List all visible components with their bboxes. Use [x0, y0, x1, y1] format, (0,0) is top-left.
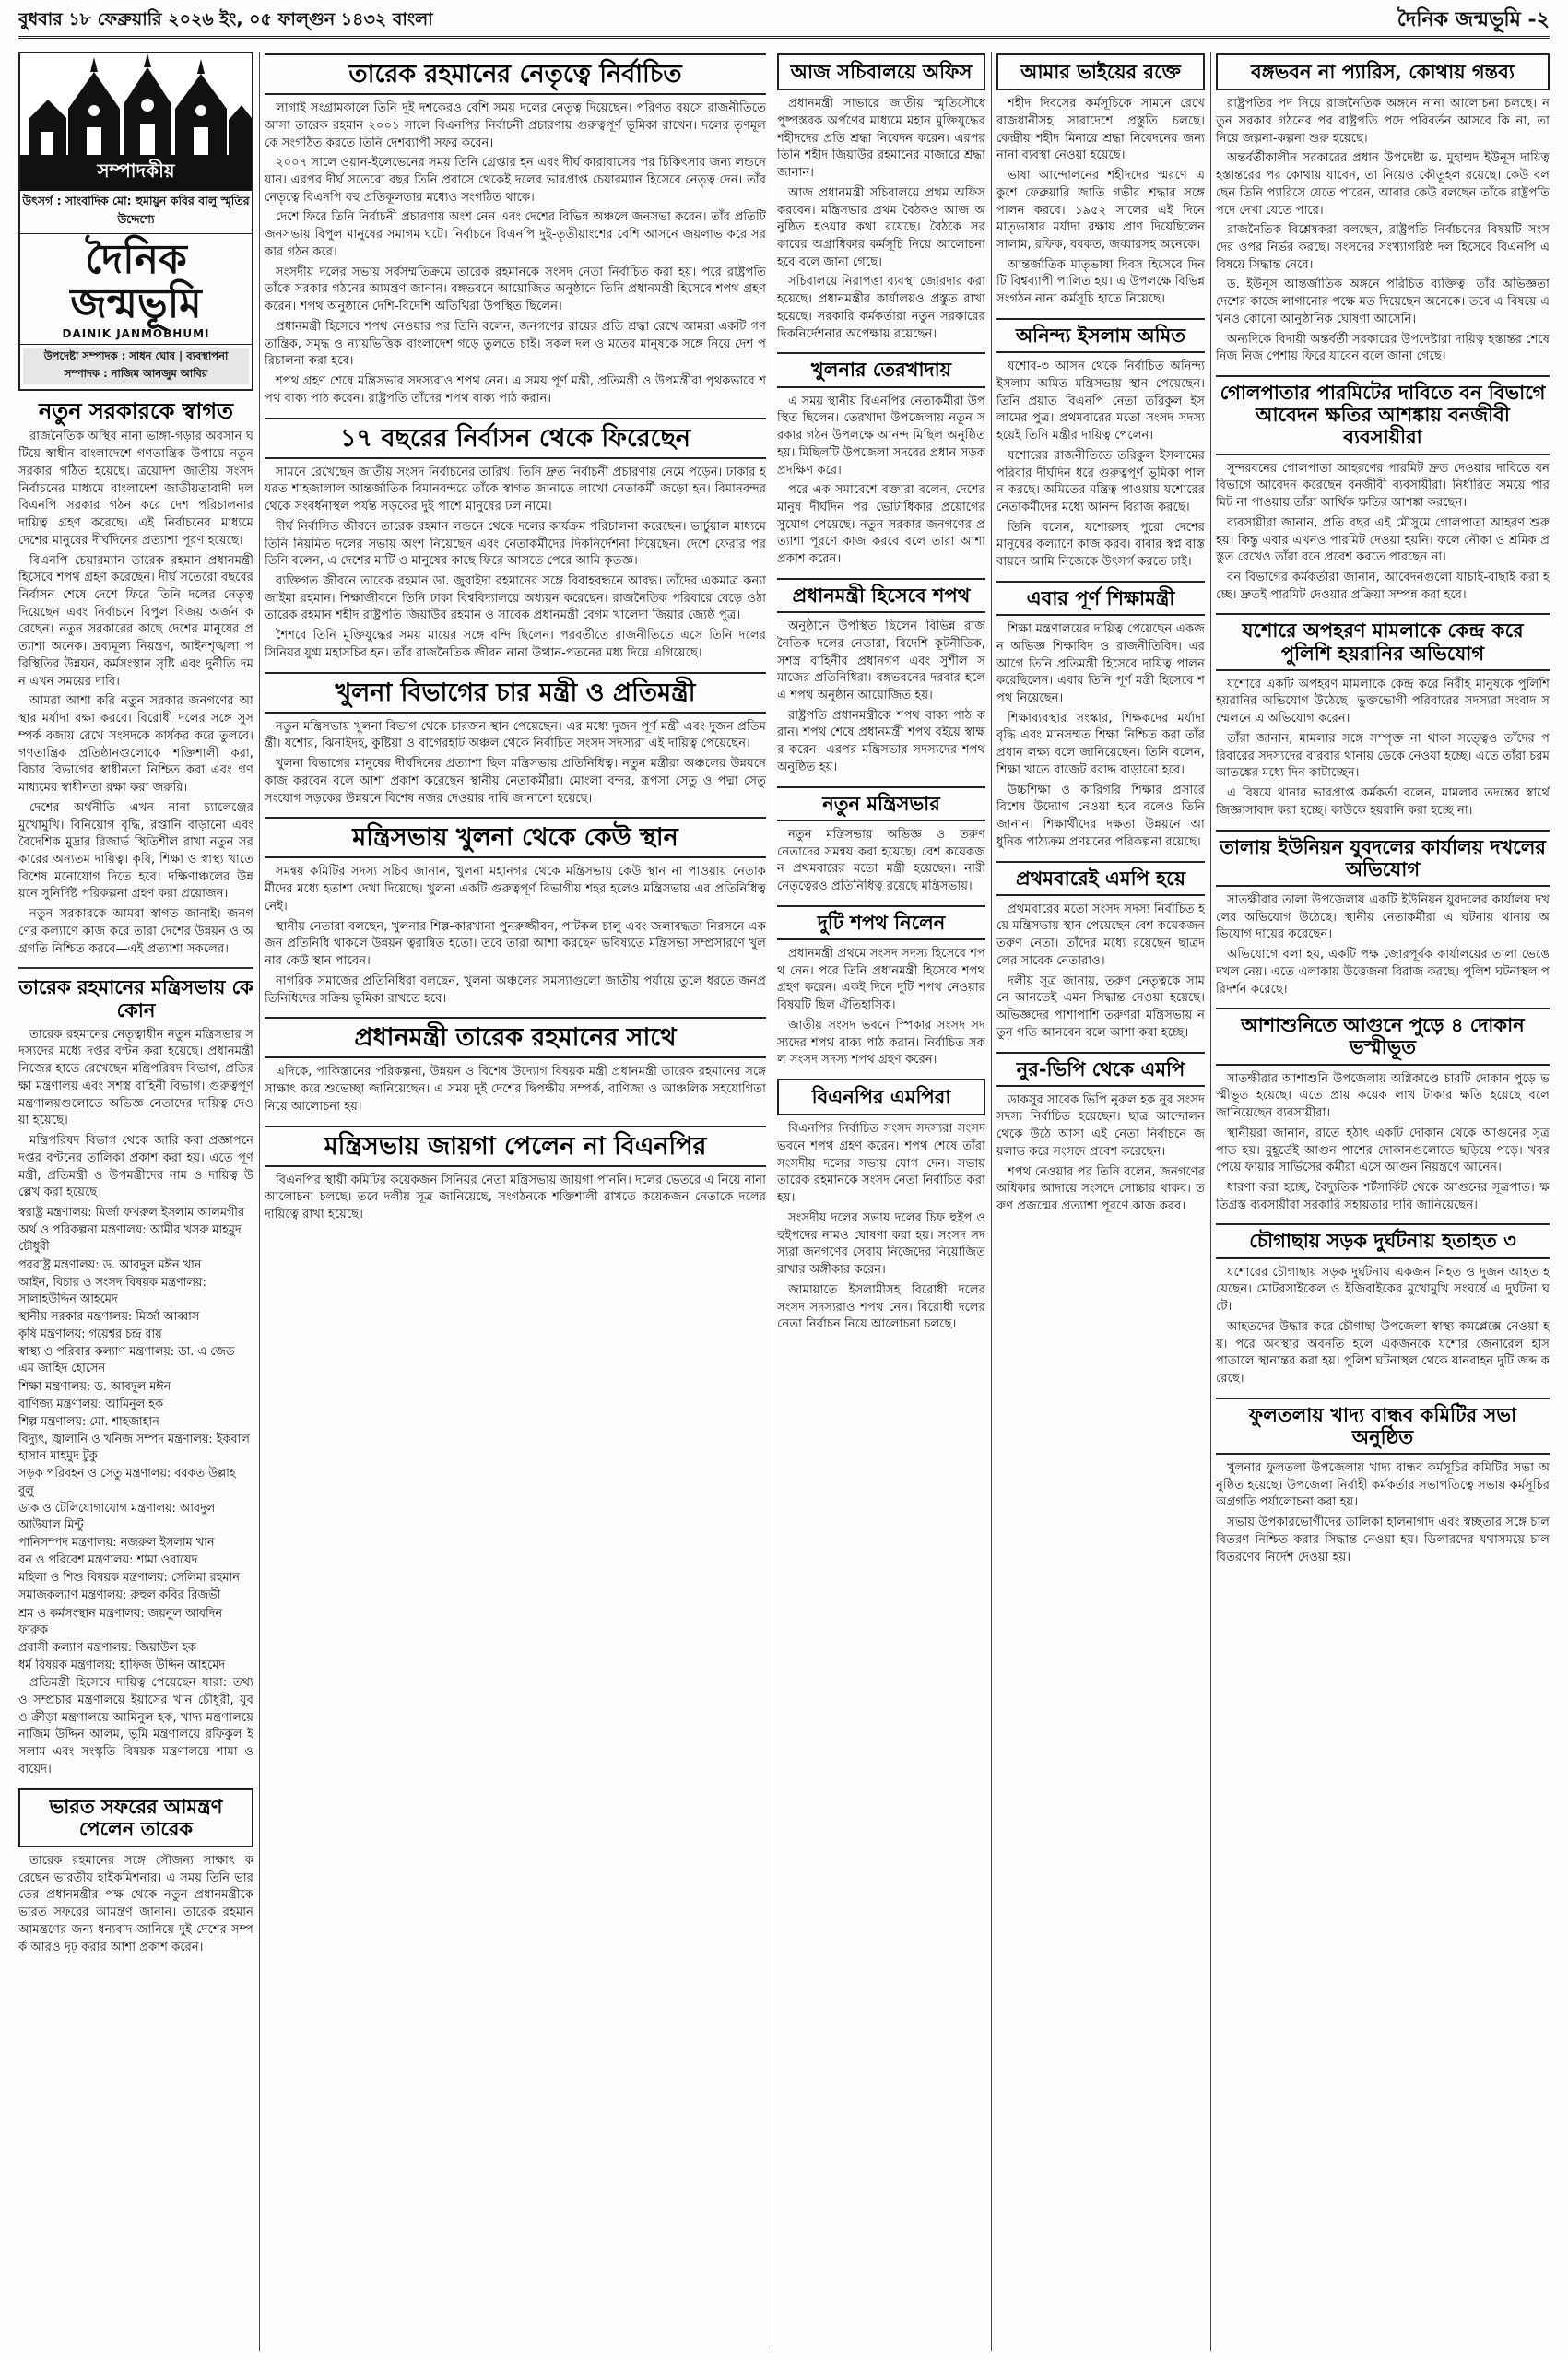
paragraph: তারেক রহমানের নেতৃত্বাধীন নতুন মন্ত্রিসভার সদস্যদের মধ্যে দপ্তর বণ্টন করা হয়েছে। প্রধানমন্ত্রী নিজের হাতে রেখেছেন মন্ত্রিপরিষদ বিভাগ, প্রতিরক্ষা মন্ত্রণালয় এবং সশস্ত্র বাহিনী বিভাগ। গুরুত্বপূর্ণ মন্ত্রণালয়গুলোতে অভিজ্ঞ নেতাদের দায়িত্ব দেওয়া হয়েছে। — [18, 1027, 253, 1128]
paragraph: সামনে রেখেছেন জাতীয় সংসদ নির্বাচনের তারিখ। তিনি দ্রুত নির্বাচনী প্রচারণায় নেমে পড়েন। ঢাকার হযরত শাহজালাল আন্তর্জাতিক বিমানবন্দরে তাঁকে স্বাগত জানাতে লাখো নেতাকর্মী জড়ো হন। বিমানবন্দর থেকে সংবর্ধনাস্থল পর্যন্ত সড়কের দুই পাশে মানুষের ঢল নামে। — [265, 465, 766, 514]
paragraph: রাষ্ট্রপতি প্রধানমন্ত্রীকে শপথ বাক্য পাঠ করান। শপথ শেষে প্রধানমন্ত্রী শপথ বইয়ে স্বাক্ষর করেন। এরপর মন্ত্রিসভার সদস্যদের শপথ অনুষ্ঠিত হয়। — [777, 708, 985, 774]
paragraph: আজ প্রধানমন্ত্রী সচিবালয়ে প্রথম অফিস করবেন। মন্ত্রিসভার প্রথম বৈঠকও আজ অনুষ্ঠিত হওয়ার কথা রয়েছে। বৈঠকে সরকারের অগ্রাধিকার কর্মসূচি নিয়ে আলোচনা হবে বলে জানা গেছে। — [777, 185, 985, 269]
paragraph: ড. ইউনূস আন্তর্জাতিক অঙ্গনে পরিচিত ব্যক্তিত্ব। তাঁর অভিজ্ঞতা দেশের কাজে লাগানোর পক্ষে মত দিয়েছেন অনেকে। তবে এ বিষয়ে এখনও কোনো আনুষ্ঠানিক ঘোষণা আসেনি। — [1216, 277, 1550, 326]
article-body — [265, 465, 766, 663]
paragraph: খুলনার ফুলতলা উপজেলায় খাদ্য বান্ধব কর্মসূচির কমিটির সভা অনুষ্ঠিত হয়েছে। উপজেলা নির্বাহী কর্মকর্তার সভাপতিত্বে সভায় কর্মসূচির অগ্রগতি পর্যালোচনা করা হয়। — [1216, 1461, 1550, 1510]
article-accident — [1216, 1223, 1550, 1387]
article-body — [265, 1173, 766, 1224]
paragraph: লাগাই সংগ্রামকালে তিনি দুই দশকেরও বেশি সময় দলের নেতৃত্ব দিয়েছেন। পরিণত বয়সে রাজনীতিতে আসা তারেক রহমান ২০০১ সালে বিএনপির নির্বাচনী প্রচারণায় গুরুত্বপূর্ণ ভূমিকা রাখেন। দলের তৃণমূলকে সংগঠিত করতে তিনি দেশব্যাপী সফর করেন। — [265, 101, 766, 150]
paragraph: সাতক্ষীরার তালা উপজেলায় একটি ইউনিয়ন যুবদলের কার্যালয় দখলের অভিযোগ উঠেছে। স্থানীয় নেতাকর্মীরা এ ঘটনায় থানায় অভিযোগ দায়ের করেছেন। — [1216, 892, 1550, 942]
paragraph: শহীদ দিবসের কর্মসূচিকে সামনে রেখে রাজধানীসহ সারাদেশে প্রস্তুতি চলছে। কেন্দ্রীয় শহীদ মিনারে শ্রদ্ধা নিবেদনের জন্য নানা ব্যবস্থা নেওয়া হয়েছে। — [996, 97, 1205, 163]
article-body — [18, 1853, 253, 1956]
article-body — [996, 621, 1205, 852]
paragraph: আমরা আশা করি নতুন সরকার জনগণের আস্থার মর্যাদা রক্ষা করবে। বিরোধী দলের সঙ্গে সুসম্পর্ক বজায় রেখে সংসদকে কার্যকর করে তুলবে। গণতান্ত্রিক প্রতিষ্ঠানগুলোকে শক্তিশালী করা, বিচার বিভাগের স্বাধীনতা নিশ্চিত করা এবং গণমাধ্যমের স্বাধীনতা রক্ষা করা জরুরি। — [18, 694, 253, 796]
paragraph: বিএনপির স্থায়ী কমিটির কয়েকজন সিনিয়র নেতা মন্ত্রিসভায় জায়গা পাননি। দলের ভেতরে এ নিয়ে নানা আলোচনা চলছে। তবে দলীয় সূত্র জানিয়েছে, সংগঠনকে শক্তিশালী রাখতে কয়েকজন নেতাকে দলের দায়িত্বে রাখা হয়েছে। — [265, 1173, 766, 1222]
article-pm-with — [265, 1017, 766, 1115]
article-headline: মন্ত্রিসভায় জায়গা পেলেন না বিএনপির — [265, 1126, 766, 1167]
paragraph: সভায় উপকারভোগীদের তালিকা হালনাগাদ এবং স্বচ্ছতার সঙ্গে চাল বিতরণ নিশ্চিত করার সিদ্ধান্ত নেওয়া হয়। ডিলারদের যথাসময়ে চাল বিতরণের নির্দেশ দেওয়া হয়। — [1216, 1516, 1550, 1564]
paragraph: নতুন সরকারকে আমরা স্বাগত জানাই। জনগণের কল্যাণে কাজ করে তারা দেশের উন্নয়ন ও অগ্রগতি নিশ্চিত করবে—এই প্রত্যাশা সকলের। — [18, 907, 253, 956]
paragraph: সুন্দরবনের গোলপাতা আহরণের পারমিট দ্রুত দেওয়ার দাবিতে বন বিভাগে আবেদন করেছেন বনজীবী ব্যবসায়ীরা। নির্ধারিত সময়ে পারমিট না পাওয়ায় তাঁরা আর্থিক ক্ষতির আশঙ্কা করছেন। — [1216, 461, 1550, 511]
editorial-dedication: উৎসর্গ : সাংবাদিক মো: হুমায়ুন কবির বালু স্মৃতির উদ্দেশ্যে — [20, 191, 252, 234]
paragraph: দেশের অর্থনীতি এখন নানা চ্যালেঞ্জের মুখোমুখি। বিনিয়োগ বৃদ্ধি, রপ্তানি বাড়ানো এবং বৈদেশিক মুদ্রার রিজার্ভ স্থিতিশীল রাখা নতুন সরকারের অন্যতম দায়িত্ব। কৃষি, শিক্ষা ও স্বাস্থ্য খাতে বিশেষ মনোযোগ দিতে হবে। দক্ষিণাঞ্চলের উন্নয়নে সুনির্দিষ্ট পরিকল্পনা গ্রহণ করা প্রয়োজন। — [18, 800, 253, 902]
article-india — [18, 1788, 253, 1957]
column-1 — [18, 52, 253, 2351]
article-headline: আশাশুনিতে আগুনে পুড়ে ৪ দোকান ভস্মীভূত — [1216, 1008, 1550, 1065]
paragraph: ভাষা আন্দোলনের শহীদদের স্মরণে একুশে ফেব্রুয়ারি জাতি গভীর শ্রদ্ধার সঙ্গে পালন করবে। ১৯৫২ সালের এই দিনে মাতৃভাষার মর্যাদা রক্ষায় প্রাণ দিয়েছিলেন সালাম, রফিক, বরকত, জব্বারসহ অনেকে। — [996, 169, 1205, 253]
temple-illustration — [20, 53, 252, 155]
paragraph: প্রথমবারের মতো সংসদ সদস্য নির্বাচিত হয়ে মন্ত্রিসভায় স্থান পেয়েছেন বেশ কয়েকজন তরুণ নেতা। তাঁদের মধ্যে রয়েছেন ছাত্রদলের সাবেক নেতারাও। — [996, 902, 1205, 968]
paragraph: সংসদীয় দলের সভায় দলের চিফ হুইপ ও হুইপদের নামও ঘোষণা করা হয়। সংসদ সদস্যরা জনগণের সেবায় নিজেদের নিয়োজিত রাখার অঙ্গীকার করেন। — [777, 1210, 985, 1278]
editorial-body — [18, 429, 253, 958]
editorial-headline: নতুন সরকারকে স্বাগত — [38, 396, 234, 424]
paragraph: শপথ নেওয়ার পর তিনি বলেন, জনগণের অধিকার আদায়ে সংসদে সোচ্চার থাকব। তরুণ প্রজন্মের প্রত্যাশা পূরণে কাজ করব। — [996, 1164, 1205, 1214]
column-separator — [991, 52, 992, 2351]
paragraph: প্রধানমন্ত্রী হিসেবে শপথ নেওয়ার পর তিনি বলেন, জনগণের রায়ের প্রতি শ্রদ্ধা রেখে আমরা একটি গণতান্ত্রিক, সমৃদ্ধ ও ন্যায়ভিত্তিক বাংলাদেশ গড়ে তুলতে চাই। সকল দল ও মতের মানুষকে সঙ্গে নিয়ে দেশ পরিচালনা করা হবে। — [265, 319, 766, 369]
divider — [18, 967, 253, 969]
list-item: বন ও পরিবেশ মন্ত্রণালয়: শামা ওবায়েদ — [18, 1553, 198, 1568]
article-jessore — [1216, 613, 1550, 820]
article-body — [18, 1027, 253, 1202]
editorial-masthead — [18, 52, 253, 391]
article-headline: মন্ত্রিসভায় খুলনা থেকে কেউ স্থান — [265, 817, 766, 858]
paragraph: ডাকসুর সাবেক ভিপি নুরুল হক নুর সংসদ সদস্য নির্বাচিত হয়েছেন। ছাত্র আন্দোলন থেকে উঠে আসা এই নেতা নির্বাচনে জয়লাভ করে সংসদে প্রবেশ করেছেন। — [996, 1092, 1205, 1159]
paragraph: অন্তর্বর্তীকালীন সরকারের প্রধান উপদেষ্টা ড. মুহাম্মদ ইউনূস দায়িত্ব হস্তান্তরের পর কোথায় যাবেন, তা নিয়েও কৌতূহল রয়েছে। কেউ বলছেন তিনি প্যারিসে যেতে পারেন, আবার কেউ বলছেন তাঁকে রাষ্ট্রপতি পদে দেখা যেতে পারে। — [1216, 151, 1550, 218]
paragraph: যশোরের রাজনীতিতে তরিকুল ইসলামের পরিবার দীর্ঘদিন ধরে গুরুত্বপূর্ণ ভূমিকা পালন করছে। অমিতের মন্ত্রিত্ব পাওয়ায় যশোরের নেতাকর্মীদের মধ্যে আনন্দ বিরাজ করছে। — [996, 448, 1205, 514]
article-new-cabinet — [777, 786, 985, 896]
list-item: স্থানীয় সরকার মন্ত্রণালয়: মির্জা আব্বাস — [18, 1309, 200, 1324]
list-item: স্বাস্থ্য ও পরিবার কল্যাণ মন্ত্রণালয়: ডা. এ জেড এম জাহিদ হোসেন — [18, 1345, 235, 1376]
article-editorial — [18, 398, 253, 959]
paragraph: ব্যক্তিগত জীবনে তারেক রহমান ডা. জুবাইদা রহমানের সঙ্গে বিবাহবন্ধনে আবদ্ধ। তাঁদের একমাত্র কন্যা জাইমা রহমান। শিক্ষাজীবনে তিনি ঢাকা বিশ্ববিদ্যালয়ে অধ্যয়ন করেছেন। রাজনৈতিক পরিবারে বেড়ে ওঠা তারেক রহমান শহীদ রাষ্ট্রপতি জিয়াউর রহমান ও সাবেক প্রধানমন্ত্রী বেগম খালেদা জিয়ার জ্যেষ্ঠ পুত্র। — [265, 573, 766, 623]
list-item: শিক্ষা মন্ত্রণালয়: ড. আবদুল মঈন — [18, 1379, 171, 1394]
list-item: প্রবাসী কল্যাণ মন্ত্রণালয়: জিয়াউল হক — [18, 1640, 196, 1655]
paragraph: নতুন মন্ত্রিসভায় খুলনা বিভাগ থেকে চারজন স্থান পেয়েছেন। এর মধ্যে দুজন পূর্ণ মন্ত্রী এবং দুজন প্রতিমন্ত্রী। যশোর, ঝিনাইদহ, কুষ্টিয়া ও বাগেরহাট অঞ্চল থেকে নির্বাচিত সংসদ সদস্যরা এই দায়িত্ব পেয়েছেন। — [265, 719, 766, 751]
paragraph: রাজনৈতিক অস্থির নানা ভাঙ্গা-গড়ার অবসান ঘটিয়ে স্বাধীন বাংলাদেশে গণতান্ত্রিক উপায়ে নতুন সরকার গঠিত হয়েছে। ত্রয়োদশ জাতীয় সংসদ নির্বাচনের মাধ্যমে বাংলাদেশ জাতীয়তাবাদী দল বিএনপি সরকার গঠন করে দেশ পরিচালনার দায়িত্ব গ্রহণ করেছে। এই নির্বাচনের মাধ্যমে দেশের মানুষের দীর্ঘদিনের প্রত্যাশা পূরণ হয়েছে। — [18, 430, 253, 548]
article-headline: এবার পূর্ণ শিক্ষামন্ত্রী — [996, 581, 1205, 616]
article-headline: যশোরে অপহরণ মামলাকে কেন্দ্র করে পুলিশি হয়রানির অভিযোগ — [1216, 613, 1550, 670]
paragraph: তাঁরা জানান, মামলার সঙ্গে সম্পৃক্ত না থাকা সত্ত্বেও তাঁদের পরিবারের সদস্যদের বারবার থানায় ডেকে নেওয়া হচ্ছে। এতে তাঁরা চরম আতঙ্কের মধ্যে দিন কাটাচ্ছেন। — [1216, 731, 1550, 781]
article-body — [265, 864, 766, 1008]
paragraph: নতুন মন্ত্রিসভায় অভিজ্ঞ ও তরুণ নেতাদের সমন্বয় করা হয়েছে। বেশ কয়েকজন প্রথমবারের মতো মন্ত্রী হয়েছেন। নারী নেতৃত্বেরও প্রতিনিধিত্ব রয়েছে মন্ত্রিসভায়। — [777, 827, 985, 893]
article-no-place — [265, 1126, 766, 1224]
article-fire — [1216, 1008, 1550, 1214]
article-khulna-ministers — [265, 672, 766, 808]
paragraph: স্থানীয় নেতারা বলছেন, খুলনার শিল্প-কারখানা পুনরুজ্জীবন, পাটকল চালু এবং জলাবদ্ধতা নিরসনে একজন প্রতিনিধি থাকলে উন্নয়ন ত্বরান্বিত হতো। তবে তারা আশা করছেন ভবিষ্যতে মন্ত্রিসভা সম্প্রসারণে খুলনার কেউ স্থান পাবেন। — [265, 919, 766, 969]
column-separator — [1210, 52, 1211, 2351]
page-header — [18, 6, 1550, 39]
article-body — [265, 719, 766, 808]
article-headline: তারেক রহমানের মন্ত্রিসভায় কে কোন — [18, 975, 253, 1021]
paragraph: যশোরে একটি অপহরণ মামলাকে কেন্দ্র করে নিরীহ মানুষকে পুলিশি হয়রানির অভিযোগ উঠেছে। ভুক্তভোগী পরিবারের সদস্যরা সংবাদ সম্মেলনে এ অভিযোগ করেন। — [1216, 677, 1550, 726]
article-headline: দুটি শপথ নিলেন — [777, 905, 985, 940]
editorial-credits — [20, 344, 252, 384]
paragraph: সাতক্ষীরার আশাশুনি উপজেলায় অগ্নিকাণ্ডে চারটি দোকান পুড়ে ভস্মীভূত হয়েছে। এতে প্রায় কয়েক লাখ টাকার ক্ষতি হয়েছে বলে জানিয়েছেন ব্যবসায়ীরা। — [1216, 1071, 1550, 1121]
paragraph: শিক্ষাব্যবস্থার সংস্কার, শিক্ষকদের মর্যাদা বৃদ্ধি এবং মানসম্মত শিক্ষা নিশ্চিত করা তাঁর প্রধান লক্ষ্য বলে জানিয়েছেন। তিনি বলেন, শিক্ষা খাতে বাজেট বরাদ্দ বাড়ানো হবে। — [996, 711, 1205, 777]
paragraph: যশোরের চৌগাছায় সড়ক দুর্ঘটনায় একজন নিহত ও দুজন আহত হয়েছেন। মোটরসাইকেল ও ইজিবাইকের মুখোমুখি সংঘর্ষে এ দুর্ঘটনা ঘটে। — [1216, 1265, 1550, 1315]
list-item: অর্থ ও পরিকল্পনা মন্ত্রণালয়: আমীর খসরু মাহমুদ চৌধুরী — [18, 1223, 242, 1255]
article-nur-vp — [996, 1052, 1205, 1216]
paragraph: প্রতিমন্ত্রী হিসেবে দায়িত্ব পেয়েছেন যারা: তথ্য ও সম্প্রচার মন্ত্রণালয়ে ইয়াসের খান চৌধুরী, যুব ও ক্রীড়া মন্ত্রণালয়ে আমিনুল হক, খাদ্য মন্ত্রণালয়ে নাজিম উদ্দিন আলম, ভূমি মন্ত্রণালয়ে রফিকুল ইসলাম এবং সংস্কৃতি বিষয়ক মন্ত্রণালয়ে শামা ওবায়েদ। — [18, 1676, 253, 1776]
list-item: মহিলা ও শিশু বিষয়ক মন্ত্রণালয়: সেলিমা রহমান — [18, 1571, 240, 1586]
article-headline: তালায় ইউনিয়ন যুবদলের কার্যালয় দখলের অভিযোগ — [1216, 830, 1550, 887]
paragraph: জামায়াতে ইসলামীসহ বিরোধী দলের সংসদ সদস্যরাও শপথ নেন। বিরোধী দলের নেতা নির্বাচন নিয়ে আলোচনা চলছে। — [777, 1282, 985, 1332]
paragraph: ধারণা করা হচ্ছে, বৈদ্যুতিক শর্টসার্কিট থেকে আগুনের সূত্রপাত। ক্ষতিগ্রস্ত ব্যবসায়ীরা সরকারি সহায়তার দাবি জানিয়েছেন। — [1216, 1180, 1550, 1212]
article-two-oath — [777, 905, 985, 1069]
article-headline: খুলনার তেরখাদায় — [777, 352, 985, 387]
page-brand: দৈনিক জন্মভূমি -২ — [1397, 7, 1550, 31]
article-body — [1216, 461, 1550, 605]
paragraph: ব্যবসায়ীরা জানান, প্রতি বছর এই মৌসুমে গোলপাতা আহরণ শুরু হয়। কিন্তু এবার এখনও পারমিট দেওয়া হয়নি। ফলে নৌকা ও শ্রমিক প্রস্তুত রেখেও তাঁরা বনে প্রবেশ করতে পারছেন না। — [1216, 515, 1550, 565]
paragraph: দীর্ঘ নির্বাসিত জীবনে তারেক রহমান লন্ডনে থেকে দলের কার্যক্রম পরিচালনা করেছেন। ভার্চুয়াল মাধ্যমে তিনি নিয়মিত দলের সভায় অংশ নিয়েছেন এবং নেতাকর্মীদের দিকনির্দেশনা দিয়েছেন। দেশে ফেরার পর তিনি বলেন, এ দেশের মাটি ও মানুষের কাছে ফিরে আসতে পেরে আমি কৃতজ্ঞ। — [265, 519, 766, 569]
paragraph: রাজনৈতিক বিশ্লেষকরা বলছেন, রাষ্ট্রপতি নির্বাচনের বিষয়টি সংসদের ওপর নির্ভর করছে। সংসদের সংখ্যাগরিষ্ঠ দল হিসেবে বিএনপি এ বিষয়ে সিদ্ধান্ত নেবে। — [1216, 223, 1550, 272]
minister-list — [18, 1205, 253, 1674]
paragraph: শৈশবে তিনি মুক্তিযুদ্ধের সময় মায়ের সঙ্গে বন্দি ছিলেন। পরবর্তীতে রাজনীতিতে এসে তিনি দলের সিনিয়র যুগ্ম মহাসচিব হন। তাঁর রাজনৈতিক জীবন নানা উত্থান-পতনের মধ্য দিয়ে এগিয়েছে। — [265, 629, 766, 660]
article-bangabhaban — [1216, 53, 1550, 366]
article-body — [777, 394, 985, 569]
article-body — [1216, 1071, 1550, 1215]
paragraph: বিএনপি চেয়ারম্যান তারেক রহমান প্রধানমন্ত্রী হিসেবে শপথ গ্রহণ করেছেন। দীর্ঘ সতেরো বছরের নির্বাসন শেষে দেশে ফিরে তিনি দলের নেতৃত্ব দিয়েছেন এবং নির্বাচনে বিপুল বিজয় অর্জন করেছেন। নতুন সরকারের কাছে দেশের মানুষের প্রত্যাশা অনেক। দ্রব্যমূল্য নিয়ন্ত্রণ, আইনশৃঙ্খলা পরিস্থিতির উন্নয়ন, কর্মসংস্থান সৃষ্টি এবং দুর্নীতি দমন এখন সময়ের দাবি। — [18, 553, 253, 689]
paragraph: উচ্চশিক্ষা ও কারিগরি শিক্ষার প্রসারে বিশেষ উদ্যোগ নেওয়া হবে বলেও তিনি জানান। শিক্ষার্থীদের দক্ষতা উন্নয়নে আধুনিক পাঠ্যক্রম প্রণয়নের পরিকল্পনা রয়েছে। — [996, 783, 1205, 849]
article-full-education — [996, 581, 1205, 852]
column-3 — [777, 52, 985, 2351]
article-body — [996, 902, 1205, 1043]
editorial-label: সম্পাদকীয় — [20, 155, 252, 191]
article-headline: আজ সচিবালয়ে অফিস — [777, 53, 985, 90]
paragraph: জাতীয় সংসদ ভবনে স্পিকার সংসদ সদস্যদের শপথ বাক্য পাঠ করান। নির্বাচিত সকল সংসদ সদস্য শপথ গ্রহণ করেন। — [777, 1018, 985, 1068]
article-body — [996, 359, 1205, 572]
article-headline: ভারত সফরের আমন্ত্রণ পেলেন তারেক — [18, 1788, 253, 1847]
list-item: শিল্প মন্ত্রণালয়: মো. শাহজাহান — [18, 1414, 159, 1429]
paragraph: অনুষ্ঠানে উপস্থিত ছিলেন বিভিন্ন রাজনৈতিক দলের নেতারা, বিদেশি কূটনীতিক, সশস্ত্র বাহিনীর প্রধানগণ এবং সুশীল সমাজের প্রতিনিধিরা। বঙ্গভবনের দরবার হলে এ শপথ অনুষ্ঠান আয়োজিত হয়। — [777, 620, 985, 702]
article-phultala — [1216, 1398, 1550, 1567]
credits-text: উপদেষ্টা সম্পাদক : সাধন ঘোষ | ব্যবস্থাপনা সম্পাদক : নাজিম আনজুম আবির — [23, 348, 249, 384]
paragraph: আন্তর্জাতিক মাতৃভাষা দিবস হিসেবে দিনটি বিশ্বব্যাপী পালিত হয়। এ উপলক্ষে বিভিন্ন সংগঠন নানা কর্মসূচি হাতে নিয়েছে। — [996, 257, 1205, 307]
list-item: ধর্ম বিষয়ক মন্ত্রণালয়: হাফিজ উদ্দিন আহমেদ — [18, 1658, 226, 1673]
paragraph: এ বিষয়ে থানার ভারপ্রাপ্ত কর্মকর্তা বলেন, মামলার তদন্তের স্বার্থে জিজ্ঞাসাবাদ করা হচ্ছে। কাউকে হয়রানি করা হচ্ছে না। — [1216, 786, 1550, 818]
article-headline: ফুলতলায় খাদ্য বান্ধব কমিটির সভা অনুষ্ঠিত — [1216, 1398, 1550, 1455]
column-5 — [1216, 52, 1550, 2351]
list-item: বিদ্যুৎ, জ্বালানি ও খনিজ সম্পদ মন্ত্রণালয়: ইকবাল হাসান মাহমুদ টুকু — [18, 1433, 250, 1464]
paragraph: এদিকে, পাকিস্তানের পরিকল্পনা, উন্নয়ন ও বিশেষ উদ্যোগ বিষয়ক মন্ত্রী প্রধানমন্ত্রী তারেক রহমানের সঙ্গে সাক্ষাৎ করে শুভেচ্ছা জানিয়েছেন। এ সময় দুই দেশের দ্বিপক্ষীয় সম্পর্ক, বাণিজ্য ও আঞ্চলিক সহযোগিতা নিয়ে আলোচনা হয়। — [265, 1065, 766, 1114]
list-item: পানিসম্পদ মন্ত্রণালয়: নজরুল ইসলাম খান — [18, 1536, 215, 1550]
list-item: বাণিজ্য মন্ত্রণালয়: আমিনুল হক — [18, 1397, 163, 1411]
paragraph: পরে এক সমাবেশে বক্তারা বলেন, দেশের মানুষ দীর্ঘদিন পর ভোটাধিকার প্রয়োগের সুযোগ পেয়েছে। নতুন সরকার জনগণের প্রত্যাশা পূরণে কাজ করবে বলে তারা আশা প্রকাশ করেন। — [777, 483, 985, 567]
paragraph: বন বিভাগের কর্মকর্তারা জানান, আবেদনগুলো যাচাই-বাছাই করা হচ্ছে। দ্রুতই পারমিট দেওয়ার প্রক্রিয়া সম্পন্ন করা হবে। — [1216, 570, 1550, 602]
paragraph: নাগরিক সমাজের প্রতিনিধিরা বলছেন, খুলনা অঞ্চলের সমস্যাগুলো জাতীয় পর্যায়ে তুলে ধরতে জনপ্রতিনিধিদের সক্রিয় ভূমিকা রাখতে হবে। — [265, 974, 766, 1006]
paragraph: তিনি বলেন, যশোরসহ পুরো দেশের মানুষের কল্যাণে কাজ করব। বাবার স্বপ্ন বাস্তবায়নে আমি নিজেকে উৎসর্গ করতে চাই। — [996, 520, 1205, 570]
article-body — [1216, 677, 1550, 820]
article-headline: নুর-ভিপি থেকে এমপি — [996, 1052, 1205, 1087]
article-leader — [265, 53, 766, 408]
paragraph: অন্যদিকে বিদায়ী অন্তর্বর্তী সরকারের উপদেষ্টারা দায়িত্ব হস্তান্তর শেষে নিজ নিজ পেশায় ফিরে যাবেন বলে জানা গেছে। — [1216, 332, 1550, 364]
article-body — [996, 96, 1205, 309]
article-headline: প্রথমবারেই এমপি হয়ে — [996, 861, 1205, 896]
article-secretariat — [777, 53, 985, 343]
paragraph: সংসদীয় দলের সভায় সর্বসম্মতিক্রমে তারেক রহমানকে সংসদ নেতা নির্বাচিত করা হয়। পরে রাষ্ট্রপতি তাঁকে সরকার গঠনের আমন্ত্রণ জানান। বঙ্গভবনে আয়োজিত অনুষ্ঠানে তিনি প্রধানমন্ত্রী হিসেবে শপথ গ্রহণ করেন। শপথ অনুষ্ঠানে দেশি-বিদেশি অতিথিরা উপস্থিত ছিলেন। — [265, 265, 766, 314]
paragraph: বিএনপির নির্বাচিত সংসদ সদস্যরা সংসদ ভবনে শপথ গ্রহণ করেন। শপথ শেষে তাঁরা সংসদীয় দলের সভায় যোগ দেন। সভায় তারেক রহমানকে সংসদ নেতা নির্বাচিত করা হয়। — [777, 1122, 985, 1206]
list-item: সমাজকল্যাণ মন্ত্রণালয়: রুহুল কবির রিজভী — [18, 1588, 221, 1603]
article-body — [265, 1064, 766, 1115]
paragraph: রাষ্ট্রপতির পদ নিয়ে রাজনৈতিক অঙ্গনে নানা আলোচনা চলছে। নতুন সরকার গঠনের পর রাষ্ট্রপতি পদে পরিবর্তন আসবে কি না, তা নিয়ে জল্পনা-কল্পনা শুরু হয়েছে। — [1216, 97, 1550, 146]
article-brother-blood — [996, 53, 1205, 309]
article-body — [265, 100, 766, 407]
paragraph: যশোর-৩ আসন থেকে নির্বাচিত অনিন্দ্য ইসলাম অমিত মন্ত্রিসভায় স্থান পেয়েছেন। তিনি প্রয়াত বিএনপি নেতা তরিকুল ইসলামের পুত্র। প্রথমবারের মতো সংসদ সদস্য হয়েই তিনি মন্ত্রীর দায়িত্ব পেলেন। — [996, 360, 1205, 443]
article-headline: খুলনা বিভাগের চার মন্ত্রী ও প্রতিমন্ত্রী — [265, 672, 766, 714]
paragraph: প্রধানমন্ত্রী সাভারে জাতীয় স্মৃতিসৌধে পুষ্পস্তবক অর্পণের মাধ্যমে মহান মুক্তিযুদ্ধের শহীদদের প্রতি শ্রদ্ধা নিবেদন করেন। এরপর তিনি শহীদ জিয়াউর রহমানের মাজারে শ্রদ্ধা জানান। — [777, 97, 985, 181]
column-2 — [265, 52, 766, 2351]
article-headline: প্রধানমন্ত্রী হিসেবে শপথ — [777, 578, 985, 613]
paragraph: তারেক রহমানের সঙ্গে সৌজন্য সাক্ষাৎ করেছেন ভারতীয় হাইকমিশনার। এ সময় তিনি ভারতের প্রধানমন্ত্রীর পক্ষ থেকে নতুন প্রধানমন্ত্রীকে ভারত সফরের আমন্ত্রণ জানান। তারেক রহমান আমন্ত্রণের জন্য ধন্যবাদ জানিয়ে দুই দেশের সম্পর্ক আরও দৃঢ় করার আশা প্রকাশ করেন। — [18, 1853, 253, 1954]
list-item: পররাষ্ট্র মন্ত্রণালয়: ড. আবদুল মঈন খান — [18, 1257, 202, 1272]
paragraph: এ সময় স্থানীয় বিএনপির নেতাকর্মীরা উপস্থিত ছিলেন। তেরখাদা উপজেলায় নতুন সরকার গঠন উপলক্ষে আনন্দ মিছিল অনুষ্ঠিত হয়। মিছিলটি উপজেলা সদরের প্রধান সড়ক প্রদক্ষিণ করে। — [777, 394, 985, 478]
article-headline: ১৭ বছরের নির্বাসন থেকে ফিরেছেন — [265, 418, 766, 459]
article-body — [777, 946, 985, 1069]
newspaper-name-english: DAINIK JANMOBHUMI — [62, 326, 210, 340]
article-headline: গোলপাতার পারমিটের দাবিতে বন বিভাগে আবেদন ক্ষতির আশঙ্কায় বনজীবী ব্যবসায়ীরা — [1216, 375, 1550, 454]
article-body — [1216, 1460, 1550, 1566]
article-body — [1216, 892, 1550, 998]
paragraph: সচিবালয়ে নিরাপত্তা ব্যবস্থা জোরদার করা হয়েছে। প্রধানমন্ত্রীর কার্যালয়ও প্রস্তুত রাখা হয়েছে। সরকারি কর্মকর্তারা নতুন সরকারের দিকনির্দেশনার অপেক্ষায় রয়েছেন। — [777, 275, 985, 341]
paragraph: আহতদের উদ্ধার করে চৌগাছা উপজেলা স্বাস্থ্য কমপ্লেক্সে নেওয়া হয়। পরে অবস্থার অবনতি হলে একজনকে যশোর জেনারেল হাসপাতালে স্থানান্তর করা হয়। পুলিশ ঘটনাস্থল থেকে যানবাহন দুটি জব্দ করেছে। — [1216, 1319, 1550, 1386]
article-headline: চৌগাছায় সড়ক দুর্ঘটনায় হতাহত ৩ — [1216, 1223, 1550, 1258]
paragraph: প্রধানমন্ত্রী প্রথমে সংসদ সদস্য হিসেবে শপথ নেন। পরে তিনি প্রধানমন্ত্রী হিসেবে শপথ গ্রহণ করেন। একই দিনে দুটি শপথ নেওয়ার বিষয়টি ছিল ঐতিহাসিক। — [777, 946, 985, 1013]
article-headline: নতুন মন্ত্রিসভার — [777, 786, 985, 821]
list-item: কৃষি মন্ত্রণালয়: গয়েশ্বর চন্দ্র রায় — [18, 1328, 162, 1342]
article-body — [777, 827, 985, 896]
list-item: আইন, বিচার ও সংসদ বিষয়ক মন্ত্রণালয়: সালাহউদ্দিন আহমেদ — [18, 1275, 206, 1306]
list-item: ডাক ও টেলিযোগাযোগ মন্ত্রণালয়: আবদুল আউয়াল মিন্টু — [18, 1501, 216, 1532]
article-tala — [1216, 830, 1550, 999]
article-golpata — [1216, 375, 1550, 604]
temple-icon — [20, 53, 252, 155]
article-headline: প্রধানমন্ত্রী তারেক রহমানের সাথে — [265, 1017, 766, 1058]
article-headline: অনিন্দ্য ইসলাম অমিত — [996, 318, 1205, 353]
article-tail — [18, 1675, 253, 1778]
column-4 — [996, 52, 1205, 2351]
issue-date: বুধবার ১৮ ফেব্রুয়ারি ২০২৬ ইং, ০৫ ফাল্গুন ১৪৩২ বাংলা — [18, 8, 433, 30]
article-headline: বিএনপির এমপিরা — [777, 1079, 985, 1115]
article-body — [777, 96, 985, 343]
article-anindya — [996, 318, 1205, 572]
paragraph: দলীয় সূত্র জানায়, তরুণ নেতৃত্বকে সামনে আনতেই এমন সিদ্ধান্ত নেওয়া হয়েছে। অভিজ্ঞদের পাশাপাশি তরুণরা মন্ত্রিসভায় নতুন গতি আনবেন বলে আশা করা হচ্ছে। — [996, 974, 1205, 1040]
paragraph: খুলনা বিভাগের মানুষের দীর্ঘদিনের প্রত্যাশা ছিল মন্ত্রিসভায় প্রতিনিধিত্ব। নতুন মন্ত্রীরা অঞ্চলের উন্নয়নে কাজ করবেন বলে আশা প্রকাশ করেছেন স্থানীয় নেতাকর্মীরা। মোংলা বন্দর, রূপসা সেতু ও পদ্মা সেতু সংযোগ সড়কের উন্নয়নে বিশেষ নজর দেওয়ার দাবি জানানো হয়েছে। — [265, 757, 766, 806]
list-item: সড়ক পরিবহন ও সেতু মন্ত্রণালয়: বরকত উল্লাহ বুলু — [18, 1467, 236, 1498]
paragraph: দেশে ফিরে তিনি নির্বাচনী প্রচারণায় অংশ নেন এবং দেশের বিভিন্ন অঞ্চলে জনসভা করেন। তাঁর প্রতিটি জনসভায় বিপুল মানুষের সমাগম ঘটে। নির্বাচনে বিএনপি দুই-তৃতীয়াংশের বেশি আসনে জয়লাভ করে সরকার গঠন করে। — [265, 210, 766, 259]
article-headline: বঙ্গভবন না প্যারিস, কোথায় গন্তব্য — [1216, 53, 1550, 90]
paragraph: অভিযোগে বলা হয়, একটি পক্ষ জোরপূর্বক কার্যালয়ের তালা ভেঙে দখল নেয়। এতে এলাকায় উত্তেজনা বিরাজ করছে। পুলিশ ঘটনাস্থল পরিদর্শন করেছে। — [1216, 948, 1550, 997]
article-pm-oath — [777, 578, 985, 777]
article-exile — [265, 418, 766, 663]
article-body — [996, 1092, 1205, 1216]
article-body — [1216, 96, 1550, 366]
list-item: স্বরাষ্ট্র মন্ত্রণালয়: মির্জা ফখরুল ইসলাম আলমগীর — [18, 1206, 245, 1221]
newspaper-name: দৈনিক জন্মভূমি — [70, 236, 202, 328]
paragraph: ২০০৭ সালে ওয়ান-ইলেভেনের সময় তিনি গ্রেপ্তার হন এবং দীর্ঘ কারাবাসের পর চিকিৎসার জন্য লন্ডনে যান। এরপর দীর্ঘ সতেরো বছর তিনি প্রবাসে থেকেই দলের ভারপ্রাপ্ত চেয়ারম্যান হিসেবে নেতৃত্ব দেন। তাঁর নেতৃত্বে বিএনপি বহু প্রতিকূলতার মধ্যেও সংগঠিত থাকে। — [265, 156, 766, 205]
article-bnp-mps — [777, 1079, 985, 1334]
article-body — [1216, 1265, 1550, 1388]
paragraph: শিক্ষা মন্ত্রণালয়ের দায়িত্ব পেয়েছেন একজন অভিজ্ঞ শিক্ষাবিদ ও রাজনীতিবিদ। এর আগে তিনি প্রতিমন্ত্রী হিসেবে দায়িত্ব পালন করেছিলেন। এবার তিনি পূর্ণ মন্ত্রী হিসেবে শপথ নিয়েছেন। — [996, 622, 1205, 705]
column-separator — [259, 52, 260, 2351]
list-item: শ্রম ও কর্মসংস্থান মন্ত্রণালয়: জয়নুল আবদিন ফারুক — [18, 1606, 223, 1637]
article-khulna-terkhada — [777, 352, 985, 568]
paragraph: মন্ত্রিপরিষদ বিভাগ থেকে জারি করা প্রজ্ঞাপনে দপ্তর বণ্টনের তালিকা প্রকাশ করা হয়। এতে পূর্ণ মন্ত্রী, প্রতিমন্ত্রী ও উপমন্ত্রীদের নাম ও দায়িত্ব উল্লেখ করা হয়েছে। — [18, 1134, 253, 1200]
paragraph: স্থানীয়রা জানান, রাতে হঠাৎ একটি দোকান থেকে আগুনের সূত্রপাত হয়। মুহূর্তেই আগুন পাশের দোকানগুলোতে ছড়িয়ে পড়ে। খবর পেয়ে ফায়ার সার্ভিসের কর্মীরা এসে আগুন নিয়ন্ত্রণে আনেন। — [1216, 1126, 1550, 1175]
article-first-mp — [996, 861, 1205, 1043]
article-headline: তারেক রহমানের নেতৃত্বে নির্বাচিত — [265, 53, 766, 95]
article-body — [777, 1121, 985, 1334]
article-cabinet — [18, 976, 253, 1778]
article-khulna-none — [265, 817, 766, 1008]
paragraph: শপথ গ্রহণ শেষে মন্ত্রিসভার সদস্যরাও শপথ নেন। এ সময় পূর্ণ মন্ত্রী, প্রতিমন্ত্রী ও উপমন্ত্রীরা পৃথকভাবে শপথ বাক্য পাঠ করেন। রাষ্ট্রপতি তাঁদের শপথ বাক্য পাঠ করান। — [265, 374, 766, 406]
article-headline: আমার ভাইয়ের রক্তে — [996, 53, 1205, 90]
article-body — [777, 619, 985, 777]
paragraph: সমন্বয় কমিটির সদস্য সচিব জানান, খুলনা মহানগর থেকে মন্ত্রিসভায় কেউ স্থান না পাওয়ায় নেতাকর্মীদের মধ্যে হতাশা দেখা দিয়েছে। খুলনা একটি গুরুত্বপূর্ণ বিভাগীয় শহর হলেও মন্ত্রিসভায় এর প্রতিনিধিত্ব নেই। — [265, 865, 766, 914]
